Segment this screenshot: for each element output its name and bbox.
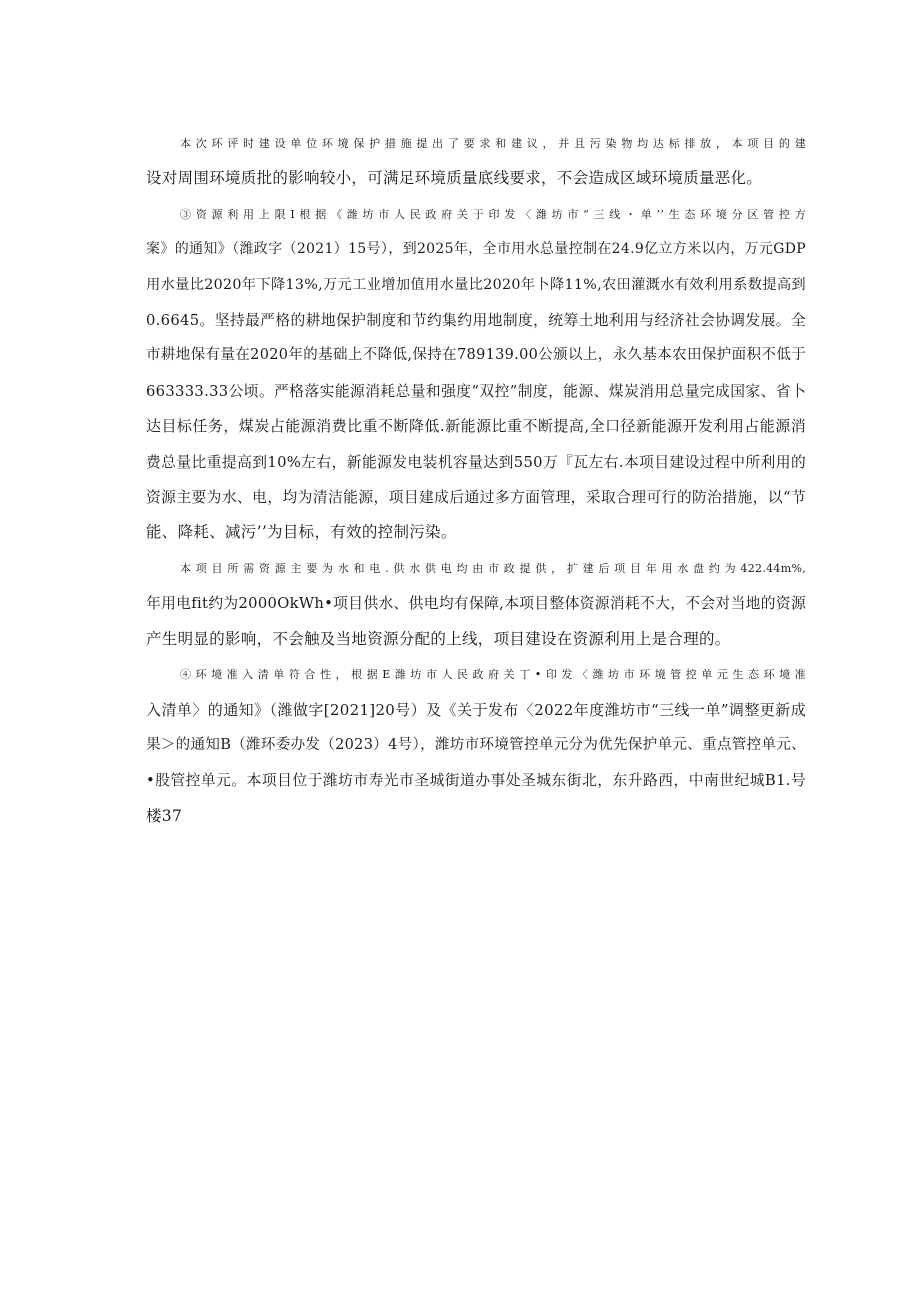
text-line: 市耕地保有量在2020年的基础上不降低,保持在789139.00公颁以上，永久基本农田保护面积不低于 bbox=[146, 347, 806, 364]
text-line: 达目标任务，煤炭占能源消费比重不断降低.新能源比重不断提高,全口径新能源开发利用占能源消 bbox=[146, 417, 806, 436]
text-line: 0.6645。坚持最严格的耕地保护制度和节约集约用地制度，统筹土地利用与经济社会协调发展。全 bbox=[146, 312, 806, 330]
paragraph-resource-limit bbox=[146, 197, 806, 551]
paragraph-environment-quality bbox=[146, 126, 806, 197]
text-line: 案》的通知》（潍政字（2021）15号），到2025年，全市用水总量控制在24.9亿立方米以内，万元GDP bbox=[146, 241, 806, 258]
text-line: 果＞的通知B（潍环委办发（2023）4号），潍坊市环境管控单元分为优先保护单元、重点管控单元、 bbox=[146, 736, 806, 753]
paragraph-access-list bbox=[146, 657, 806, 834]
text-line: ③资源利用上限I根据《潍坊市人民政府关于印发〈潍坊市“三线・单’’生态环境分区管控方 bbox=[180, 207, 806, 221]
text-line: 设对周围环境质批的影响较小，可满足环境质量底线要求，不会造成区域环境质量恶化。 bbox=[146, 169, 763, 188]
text-line: 663333.33公顷。严格落实能源消耗总量和强度“双控”制度，能源、煤炭消用总量完成国家、省卜 bbox=[146, 382, 806, 400]
text-line: 能、降耗、减污’’为目标，有效的控制污染。 bbox=[146, 523, 457, 542]
text-line: 用水量比2020年下降13%,万元工业增加值用水量比2020年卜降11%,农田灌溉水有效利用系数提高到 bbox=[146, 276, 806, 293]
text-line: 产生明显的影响，不会触及当地资源分配的上线，项目建设在资源利用上是合理的。 bbox=[146, 629, 731, 648]
text-line: 本次环评时建设单位环境保护措施提出了要求和建议，并且污染物均达标排放，本项目的建 bbox=[180, 137, 806, 150]
text-line: 资源主要为水、电，均为清洁能源，项目建成后通过多方面管理，采取合理可行的防治措施，以“节 bbox=[146, 489, 806, 507]
text-line: 本项目所需资源主要为水和电.供水供电均由市政提供，扩建后项目年用水盘约为422.44m%, bbox=[180, 561, 806, 575]
text-line: ④环境准入清单符合性，根据E潍坊市人民政府关丁•印发〈潍坊市环境管控单元生态环境准 bbox=[180, 668, 806, 682]
text-line: •股管控单元。本项目位于潍坊市寿光市圣城街道办事处圣城东街北，东升路西，中南世纪城B1.号 bbox=[146, 772, 806, 790]
paragraph-resource-usage bbox=[146, 551, 806, 657]
text-line: 楼37 bbox=[146, 806, 183, 825]
document-page bbox=[146, 126, 806, 834]
text-line: 年用电fit约为2000OkWh•项目供水、供电均有保障,本项目整体资源消耗不大，不会对当地的资源 bbox=[146, 595, 806, 613]
text-line: 入清单〉的通知》（潍做字[2021]20号）及《关于发布〈2022年度潍坊市“三线一单”调整更新成 bbox=[146, 700, 806, 719]
text-line: 费总量比重提高到10%左右，新能源发电装机容量达到550万『瓦左右.本项目建设过程中所利用的 bbox=[146, 453, 806, 471]
